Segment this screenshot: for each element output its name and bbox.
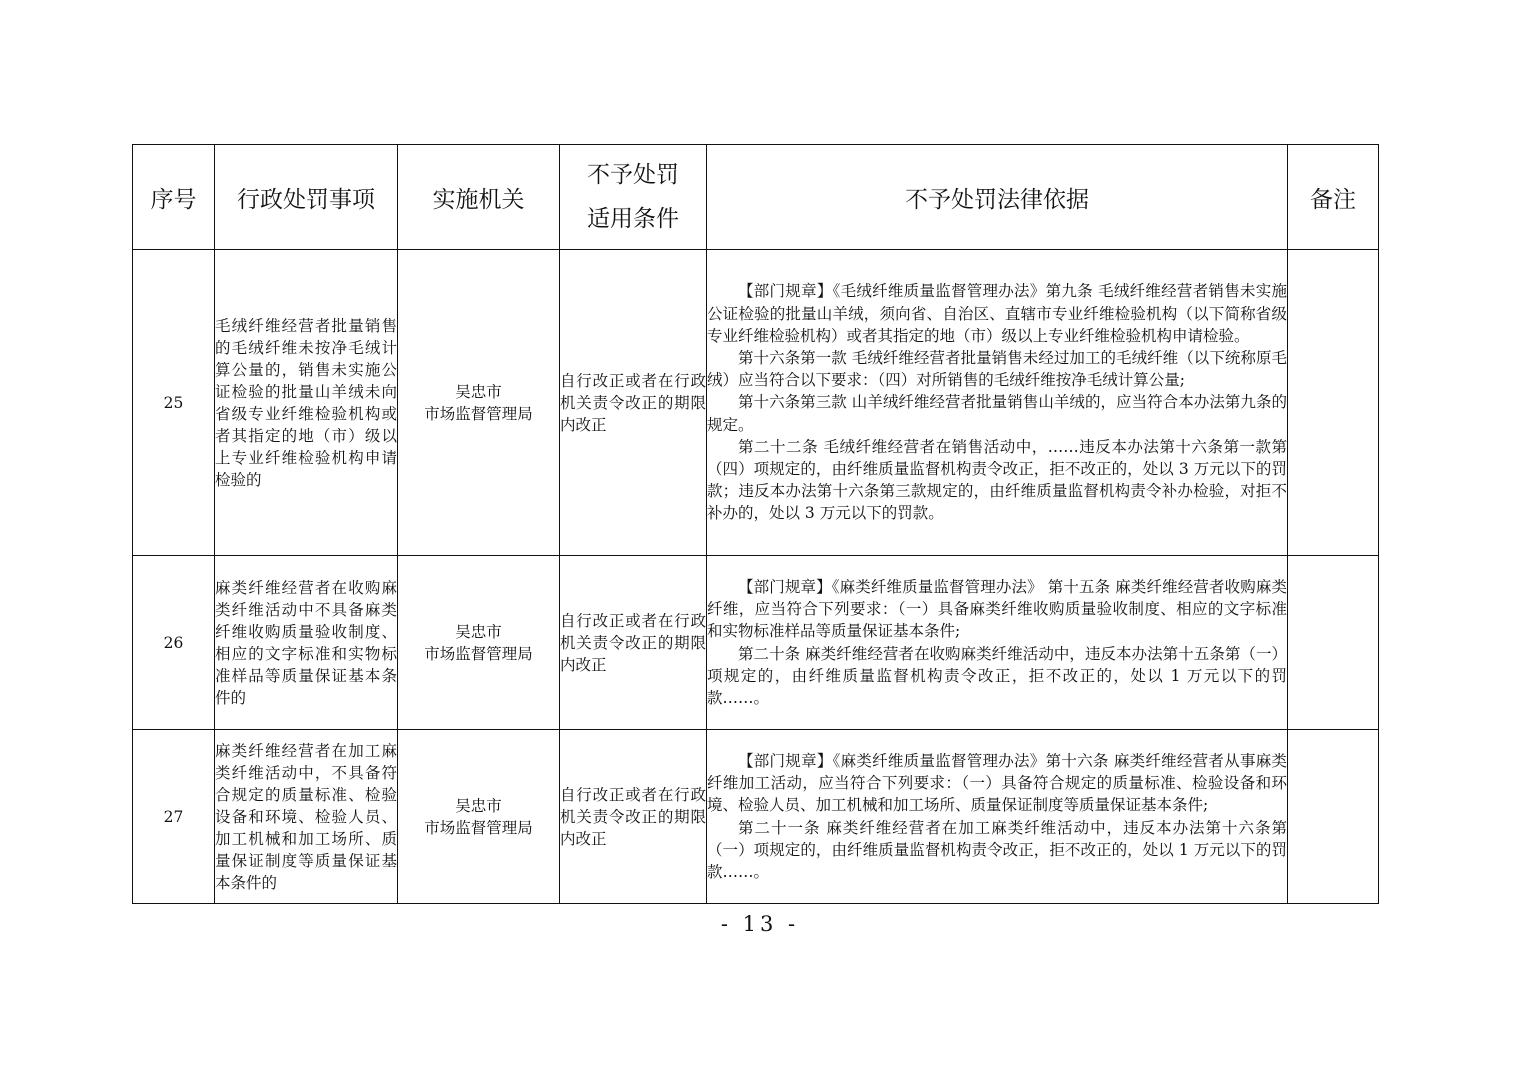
row-authority-line1: 吴忠市 [455,796,502,815]
row-serial: 26 [133,556,215,730]
header-row [133,145,1379,250]
row-authority [398,250,560,556]
row-penalty-item: 麻类纤维经营者在加工麻类纤维活动中，不具备符合规定的质量标准、检验设备和环境、检验人员、加工机械和加工场所、质量保证制度等质量保证基本条件的 [215,730,398,904]
row-authority-line2: 市场监督管理局 [424,404,533,423]
header-penalty-item: 行政处罚事项 [215,145,398,250]
row-serial: 27 [133,730,215,904]
row-legal-basis [707,730,1288,904]
row-legal-basis [707,250,1288,556]
row-penalty-item: 麻类纤维经营者在收购麻类纤维活动中不具备麻类纤维收购质量验收制度、相应的文字标准和实物标准样品等质量保证基本条件的 [215,556,398,730]
basis-paragraph: 第十六条第三款 山羊绒纤维经营者批量销售山羊绒的，应当符合本办法第九条的规定。 [707,393,1287,434]
basis-paragraph: 第二十条 麻类纤维经营者在收购麻类纤维活动中，违反本办法第十五条第（一）项规定的，由纤维质量监督机构责令改正，拒不改正的，处以 1 万元以下的罚款……。 [707,644,1287,707]
basis-paragraph: 【部门规章】《毛绒纤维质量监督管理办法》第九条 毛绒纤维经营者销售未实施公证检验的批量山羊绒，须向省、自治区、直辖市专业纤维检验机构（以下简称省级专业纤维检验机构）或者其指定的地（市）级以上专业纤维检验机构申请检验。 [707,282,1287,345]
header-legal-basis: 不予处罚法律依据 [707,145,1288,250]
penalty-table [132,144,1379,904]
row-authority [398,556,560,730]
header-serial: 序号 [133,145,215,250]
basis-paragraph: 第二十二条 毛绒纤维经营者在销售活动中，……违反本办法第十六条第一款第（四）项规定的，由纤维质量监督机构责令改正，拒不改正的，处以 3 万元以下的罚款；违反本办法第十六条第三款规定的，由纤维质量监督机构责令补办检验，对拒不补办的，处以 3 万元以下的罚款。 [707,437,1287,523]
row-legal-basis [707,556,1288,730]
header-condition-line2: 适用条件 [587,206,679,232]
row-authority [398,730,560,904]
basis-paragraph: 第二十一条 麻类纤维经营者在加工麻类纤维活动中，违反本办法第十六条第（一）项规定的，由纤维质量监督机构责令改正，拒不改正的，处以 1 万元以下的罚款……。 [707,818,1287,881]
basis-paragraph: 第十六条第一款 毛绒纤维经营者批量销售未经过加工的毛绒纤维（以下统称原毛绒）应当符合以下要求：（四）对所销售的毛绒纤维按净毛绒计算公量; [707,348,1287,390]
row-remark [1288,730,1379,904]
basis-paragraph: 【部门规章】《麻类纤维质量监督管理办法》 第十五条 麻类纤维经营者收购麻类纤维，应当符合下列要求：（一）具备麻类纤维收购质量验收制度、相应的文字标准和实物标准样品等质量保证基本条件; [707,577,1287,641]
table-row [133,556,1379,730]
basis-paragraph: 【部门规章】《麻类纤维质量监督管理办法》第十六条 麻类纤维经营者从事麻类纤维加工活动，应当符合下列要求：（一）具备符合规定的质量标准、检验设备和环境、检验人员、加工机械和加工场所、质量保证制度等质量保证基本条件; [707,751,1287,815]
row-condition: 自行改正或者在行政机关责令改正的期限内改正 [560,730,707,904]
row-authority-line2: 市场监督管理局 [424,818,533,837]
header-authority: 实施机关 [398,145,560,250]
table-row [133,730,1379,904]
row-penalty-item: 毛绒纤维经营者批量销售的毛绒纤维未按净毛绒计算公量的，销售未实施公证检验的批量山羊绒未向省级专业纤维检验机构或者其指定的地（市）级以上专业纤维检验机构申请检验的 [215,250,398,556]
row-condition: 自行改正或者在行政机关责令改正的期限内改正 [560,556,707,730]
header-condition [560,145,707,250]
row-condition: 自行改正或者在行政机关责令改正的期限内改正 [560,250,707,556]
row-remark [1288,556,1379,730]
row-authority-line2: 市场监督管理局 [424,644,533,663]
header-condition-line1: 不予处罚 [587,162,679,188]
page-number: - 13 - [720,912,800,936]
row-remark [1288,250,1379,556]
table-row [133,250,1379,556]
header-remark: 备注 [1288,145,1379,250]
row-serial: 25 [133,250,215,556]
row-authority-line1: 吴忠市 [455,622,502,641]
row-authority-line1: 吴忠市 [455,382,502,401]
